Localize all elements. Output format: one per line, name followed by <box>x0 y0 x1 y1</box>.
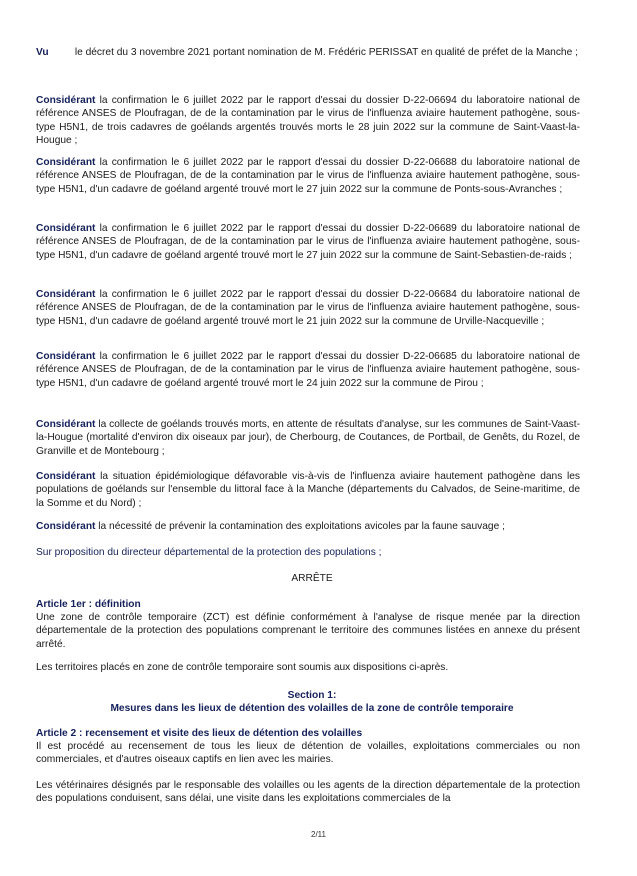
considerant-8 <box>36 520 580 533</box>
section-1-subtitle: Mesures dans les lieux de détention des volailles de la zone de contrôle temporaire <box>110 703 514 714</box>
considerant-2 <box>36 156 580 196</box>
considerant-text: la confirmation le 6 juillet 2022 par le rapport d'essai du dossier D-22-06685 du laboratoire national de référence ANSES de Ploufragan, de de la contamination par le virus de l'influenza aviaire hautement pathogène, sous-type H5N1, d'un cadavre de goéland argenté trouvé mort le 24 juin 2022 sur la commune de Pirou ; <box>36 351 580 389</box>
considerant-label: Considérant <box>36 521 96 532</box>
proposition-text: Sur proposition du directeur départemental de la protection des populations ; <box>36 547 382 558</box>
considerant-4 <box>36 288 580 328</box>
considerant-text: la confirmation le 6 juillet 2022 par le rapport d'essai du dossier D-22-06688 du laboratoire national de référence ANSES de Ploufragan, de de la contamination par le virus de l'influenza aviaire hautement pathogène, sous-type H5N1, d'un cadavre de goéland argenté trouvé mort le 27 juin 2022 sur la commune de Ponts-sous-Avranches ; <box>36 157 580 195</box>
considerant-label: Considérant <box>36 157 96 168</box>
page-number: 2/11 <box>311 830 326 839</box>
section-1-title: Section 1: <box>287 690 337 701</box>
article-2-title: Article 2 : recensement et visite des lieux de détention des volailles <box>36 728 363 739</box>
considerant-text: la collecte de goélands trouvés morts, en attente de résultats d'analyse, sur les communes de Saint-Vaast-la-Hougue (mortalité d'environ dix oiseaux par jour), de Cherbourg, de Coutances, de Portbail, de Genêts, du Rozel, de Granville et de Montebourg ; <box>36 419 580 457</box>
considerant-text: la confirmation le 6 juillet 2022 par le rapport d'essai du dossier D-22-06684 du laboratoire national de référence ANSES de Ploufragan, de de la contamination par le virus de l'influenza aviaire hautement pathogène, sous-type H5N1, d'un cadavre de goéland argenté trouvé mort le 21 juin 2022 sur la commune de Urville-Nacqueville ; <box>36 289 580 327</box>
arrete-heading: ARRÊTE <box>291 573 333 584</box>
considerant-label: Considérant <box>36 351 96 362</box>
considerant-text: la nécessité de prévenir la contamination des exploitations avicoles par la faune sauvage ; <box>98 521 505 532</box>
proposition-paragraph <box>36 546 580 559</box>
article-1-title: Article 1er : définition <box>36 599 141 610</box>
considerant-label: Considérant <box>36 95 96 106</box>
considerant-1 <box>36 94 580 148</box>
considerant-3 <box>36 222 580 262</box>
considerant-label: Considérant <box>36 419 96 430</box>
considerant-6 <box>36 418 580 458</box>
considerant-label: Considérant <box>36 223 96 234</box>
vu-paragraph <box>36 46 616 59</box>
considerant-text: la confirmation le 6 juillet 2022 par le rapport d'essai du dossier D-22-06694 du laboratoire national de référence ANSES de Ploufragan, de de la contamination par le virus de l'influenza aviaire hautement pathogène, sous-type H5N1, de trois cadavres de goélands argentés trouvés morts le 28 juin 2022 sur la commune de Saint-Vaast-la-Hougue ; <box>36 95 580 147</box>
article-1-paragraph-1: Une zone de contrôle temporaire (ZCT) est définie conformément à l'analyse de risque menée par la direction départementale de la protection des populations comprenant le territoire des communes listées en annexe du présent arrêté. <box>36 612 580 650</box>
vu-text: le décret du 3 novembre 2021 portant nomination de M. Frédéric PERISSAT en qualité de préfet de la Manche ; <box>74 47 578 58</box>
article-1-paragraph-2: Les territoires placés en zone de contrôle temporaire sont soumis aux dispositions ci-après. <box>36 662 449 673</box>
considerant-label: Considérant <box>36 289 96 300</box>
considerant-7 <box>36 470 580 510</box>
vu-label: Vu <box>36 47 49 58</box>
article-2-paragraph-2: Les vétérinaires désignés par le responsable des volailles ou les agents de la direction départementale de la protection des populations conduisent, sans délai, une visite dans les exploitations commerciales de la <box>36 780 580 805</box>
considerant-text: la confirmation le 6 juillet 2022 par le rapport d'essai du dossier D-22-06689 du laboratoire national de référence ANSES de Ploufragan, de de la contamination par le virus de l'influenza aviaire hautement pathogène, sous-type H5N1, d'un cadavre de goéland argenté trouvé mort le 27 juin 2022 sur la commune de Saint-Sebastien-de-raids ; <box>36 223 580 261</box>
article-2-paragraph-1: Il est procédé au recensement de tous les lieux de détention de volailles, exploitations commerciales ou non commerciales, et d'autres oiseaux captifs en lien avec les mairies. <box>36 741 580 766</box>
considerant-text: la situation épidémiologique défavorable vis-à-vis de l'influenza aviaire hautement pathogène dans les populations de goélands sur l'ensemble du littoral face à la Manche (départements du Calvados, de Seine-maritime, de la Somme et du Nord) ; <box>36 471 580 509</box>
considerant-5 <box>36 350 580 390</box>
considerant-label: Considérant <box>36 471 96 482</box>
